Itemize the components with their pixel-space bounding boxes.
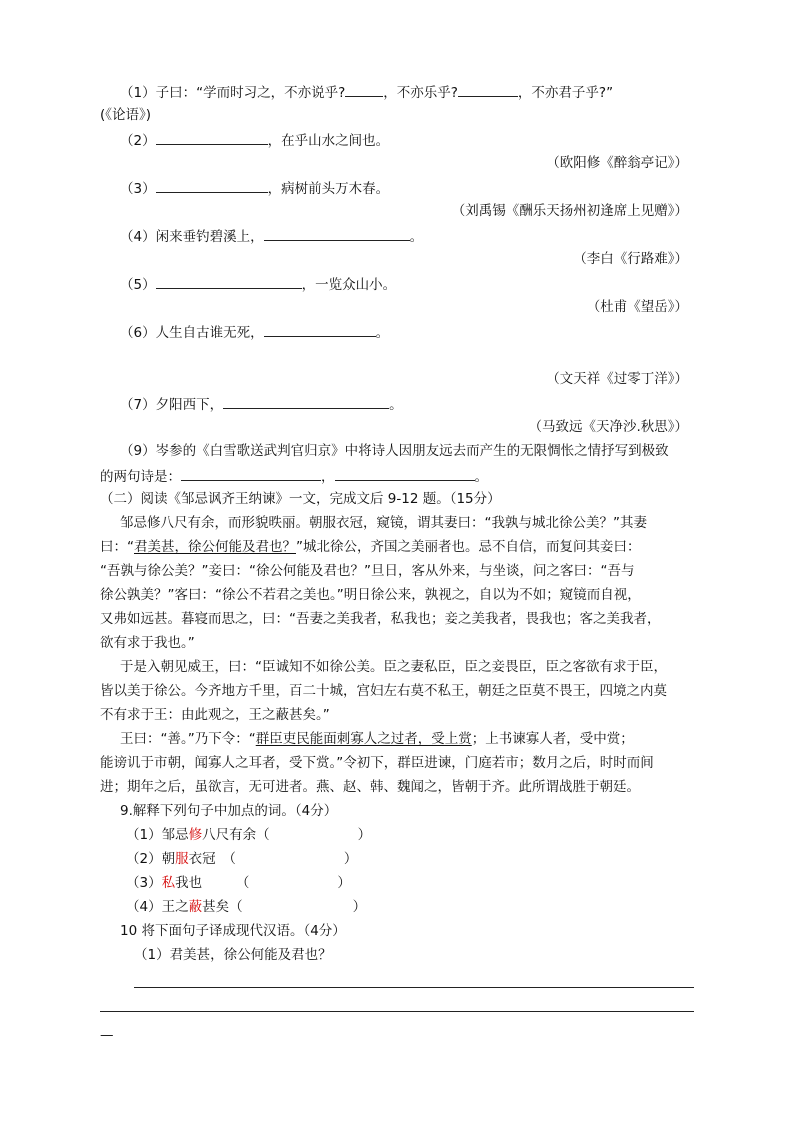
q2-line: （2） ，在乎山水之间也。 xyxy=(120,130,389,150)
q5-blank[interactable] xyxy=(156,274,302,289)
passage-line: 欲有求于我也。” xyxy=(100,635,195,651)
q3-source: （刘禹锡《酬乐天扬州初逢席上见赠》） xyxy=(451,203,688,219)
q9-fill-line-1: （9）岑参的《白雪歌送武判官归京》中将诗人因朋友远去而产生的无限惆怅之情抒写到极致 xyxy=(120,443,669,459)
passage-line: 不有求于王：由此观之，王之蔽甚矣。” xyxy=(100,707,330,723)
passage-line: 王曰：“善。”乃下令：“群臣吏民能面刺寡人之过者，受上赏；上书谏寡人者，受中赏； xyxy=(120,731,634,747)
passage-line: 皆以美于徐公。今齐地方千里，百二十城，宫妇左右莫不私王，朝廷之臣莫不畏王，四境之内莫 xyxy=(100,683,667,699)
q2-blank[interactable] xyxy=(156,130,268,145)
q3-blank[interactable] xyxy=(156,178,268,193)
passage-line: 又弗如远甚。暮寝而思之，曰：“吾妻之美我者，私我也；妾之美我者，畏我也；客之美我者， xyxy=(100,611,661,627)
dotted-word: 修 xyxy=(188,827,203,843)
q5-line: （5） ，一览众山小。 xyxy=(120,274,396,294)
q4-blank[interactable] xyxy=(264,226,410,241)
passage-line: 曰：“君美甚，徐公何能及君也？”城北徐公，齐国之美丽者也。忌不自信，而复问其妾曰： xyxy=(100,539,641,555)
underlined-sentence-1: 君美甚，徐公何能及君也？ xyxy=(134,539,296,555)
q10-item-1: （1）君美甚，徐公何能及君也？ xyxy=(134,947,332,963)
underlined-sentence-2: 群臣吏民能面刺寡人之过者，受上赏 xyxy=(255,731,472,747)
q9-item-2: （2）朝服衣冠 （ ） xyxy=(126,851,358,867)
q7-blank[interactable] xyxy=(223,394,389,409)
q9-item-3: （3）私我也 （ ） xyxy=(126,875,351,891)
passage-line: 能谤讥于市朝，闻寡人之耳者，受下赏。”令初下，群臣进谏，门庭若市；数月之后，时时而间 xyxy=(100,755,654,771)
q10-title: 10 将下面句子译成现代汉语。（4分） xyxy=(120,923,346,939)
q1-source: (《论语》) xyxy=(100,107,152,123)
q1-blank-1[interactable] xyxy=(345,82,383,97)
q2-source: （欧阳修《醉翁亭记》） xyxy=(546,155,688,171)
q9-fill-line-2: 的两句诗是： ， 。 xyxy=(100,466,488,486)
q6-line: （6）人生自古谁无死， 。 xyxy=(120,322,389,342)
q7-source: （马致远《天净沙.秋思》） xyxy=(528,419,688,435)
q6-blank[interactable] xyxy=(264,322,376,337)
passage-line: 进；期年之后，虽欲言，无可进者。燕、赵、韩、魏闻之，皆朝于齐。此所谓战胜于朝廷。 xyxy=(100,779,640,795)
q9-item-4: （4）王之蔽甚矣（ ） xyxy=(126,899,367,915)
q3-line: （3） ，病树前头万木春。 xyxy=(120,178,389,198)
passage-line: 邹忌修八尺有余，而形貌昳丽。朝服衣冠，窥镜，谓其妻曰：“我孰与城北徐公美？”其妻 xyxy=(120,515,647,531)
dotted-word: 私 xyxy=(161,875,176,891)
q7-line: （7）夕阳西下， 。 xyxy=(120,394,403,414)
q5-source: （杜甫《望岳》） xyxy=(586,299,688,315)
answer-line-1[interactable] xyxy=(134,987,694,988)
passage-line: 徐公孰美？”客曰：“徐公不若君之美也。”明日徐公来，孰视之，自以为不如；窥镜而自视， xyxy=(100,587,641,603)
q9-blank-2[interactable] xyxy=(335,466,475,481)
q9-item-1: （1）邹忌修八尺有余（ ） xyxy=(126,827,372,843)
answer-line-2[interactable] xyxy=(100,1011,694,1012)
q9-blank-1[interactable] xyxy=(181,466,321,481)
trailing-dash: — xyxy=(100,1027,114,1043)
q6-source: （文天祥《过零丁洋》） xyxy=(546,371,688,387)
passage-line: “吾孰与徐公美？”妾曰：“徐公何能及君也？”旦日，客从外来，与坐谈，问之客曰：“吾与 xyxy=(100,563,635,579)
passage-line: 于是入朝见威王，曰：“臣诚知不如徐公美。臣之妻私臣，臣之妾畏臣，臣之客欲有求于臣， xyxy=(120,659,667,675)
section2-heading: （二）阅读《邹忌讽齐王纳谏》一文，完成文后 9-12 题。（15分） xyxy=(100,491,501,507)
q4-source: （李白《行路难》） xyxy=(573,251,688,267)
dotted-word: 服 xyxy=(175,851,189,867)
dotted-word: 蔽 xyxy=(188,899,203,915)
q9-title: 9.解释下列句子中加点的词。（4分） xyxy=(120,803,338,819)
q1-line: （1）子曰：“学而时习之，不亦说乎? ，不亦乐乎? ，不亦君子乎?” xyxy=(120,82,613,102)
q4-line: （4）闲来垂钓碧溪上， 。 xyxy=(120,226,423,246)
q1-blank-2[interactable] xyxy=(458,82,518,97)
